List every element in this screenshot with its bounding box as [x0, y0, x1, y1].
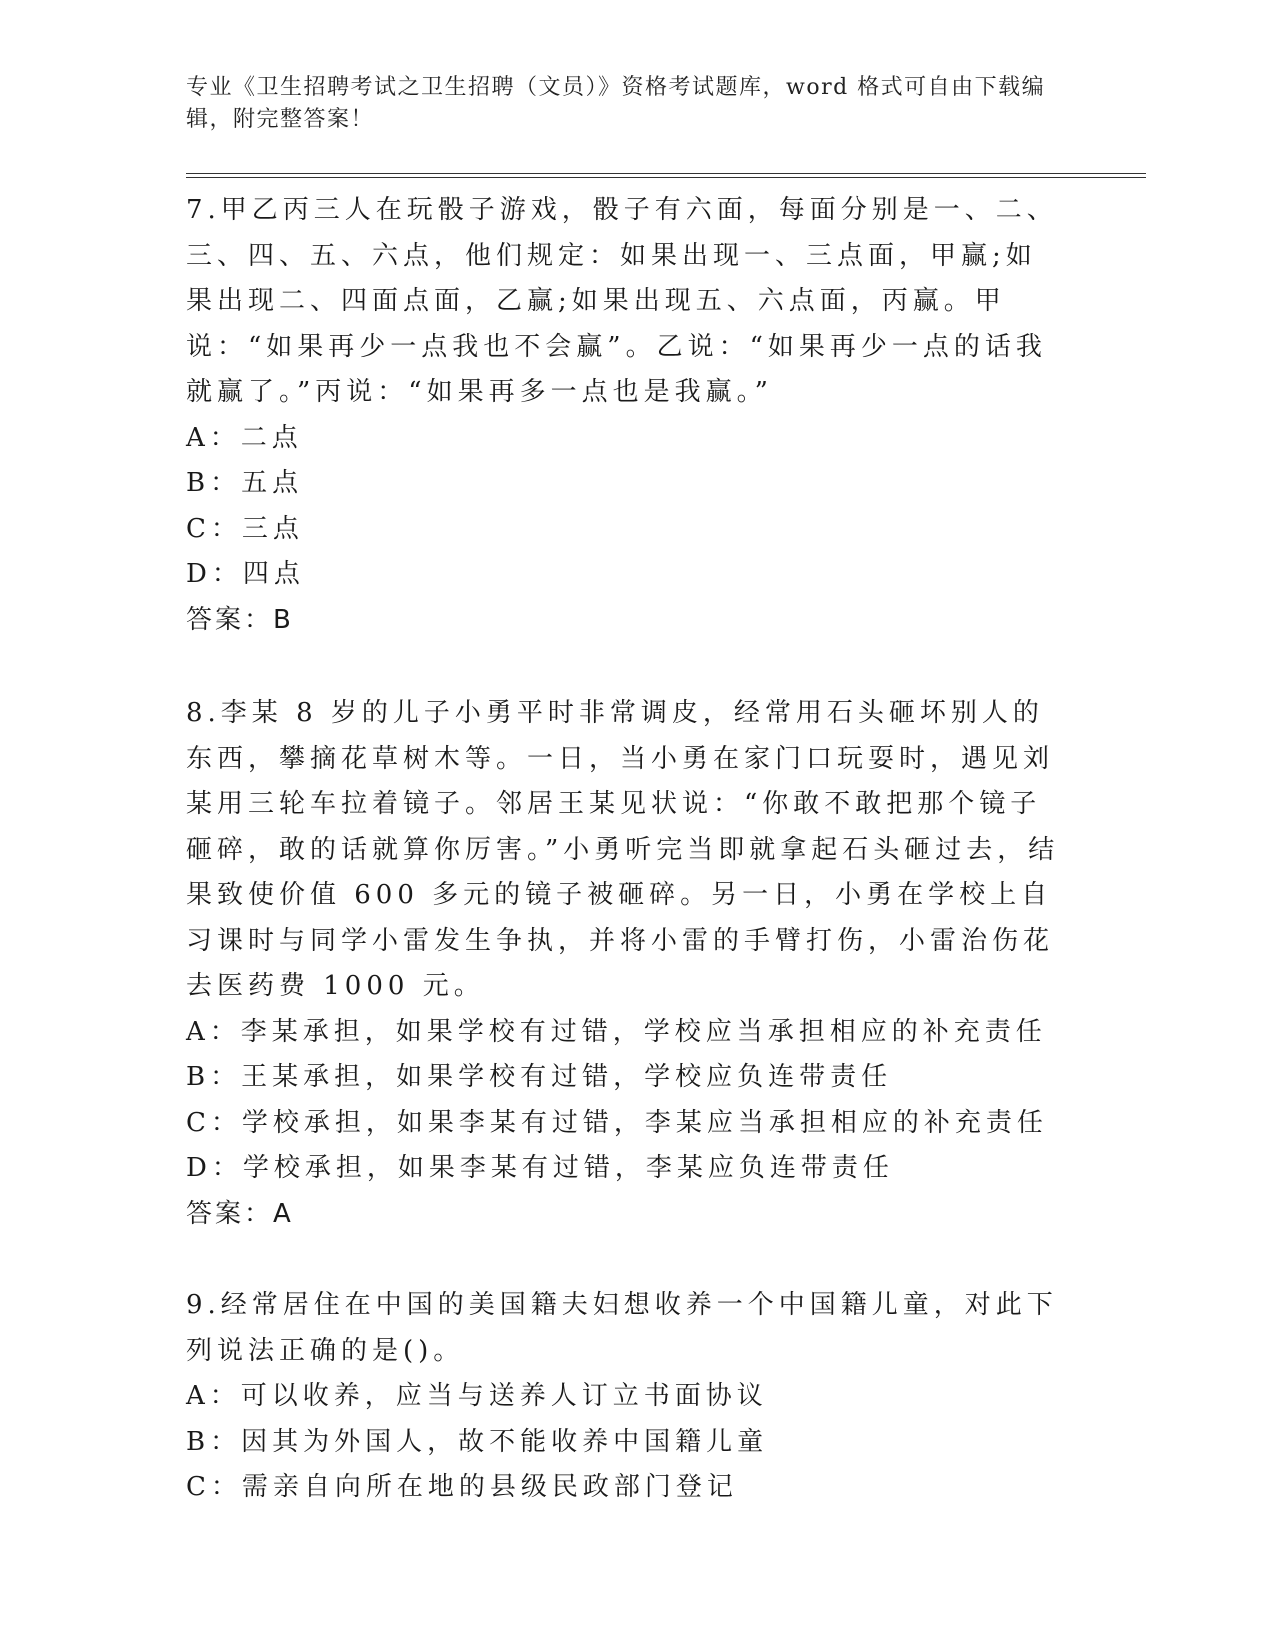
option-c: C：学校承担，如果李某有过错，李某应当承担相应的补充责任 [186, 1107, 1048, 1138]
option-b: B：王某承担，如果学校有过错，学校应负连带责任 [186, 1062, 893, 1092]
document-header: 专业《卫生招聘考试之卫生招聘（文员）》资格考试题库，word 格式可自由下载编辑，附完整答案！ [186, 75, 1046, 132]
option-a: A：可以收养，应当与送养人订立书面协议 [186, 1381, 768, 1411]
question-gap [186, 643, 1066, 691]
question-gap [186, 1237, 1066, 1283]
option-b: B：因其为外国人，故不能收养中国籍儿童 [186, 1426, 769, 1457]
option-d: D：学校承担，如果李某有过错，李某应负连带责任 [186, 1153, 894, 1183]
answer: 答案：B [186, 604, 294, 635]
question-7 [186, 188, 1066, 643]
option-c: C：三点 [186, 513, 304, 544]
option-a: A：李某承担，如果学校有过错，学校应当承担相应的补充责任 [186, 1016, 1047, 1047]
answer: 答案：A [186, 1198, 294, 1229]
question-text: 7.甲乙丙三人在玩骰子游戏，骰子有六面，每面分别是一、二、三、四、五、六点，他们规定：如果出现一、三点面，甲赢;如果出现二、四面点面，乙赢;如果出现五、六点面，丙赢。甲说：“如果再少一点我也不会赢”。乙说：“如果再少一点的话我就赢了。”丙说：“如果再多一点也是我赢。” [186, 195, 1058, 407]
option-b: B：五点 [186, 468, 304, 498]
question-text: 8.李某 8 岁的儿子小勇平时非常调皮，经常用石头砸坏别人的东西，攀摘花草树木等。一日，当小勇在家门口玩耍时，遇见刘某用三轮车拉着镜子。邻居王某见状说：“你敢不敢把那个镜子砸碎，敢的话就算你厉害。”小勇听完当即就拿起石头砸过去，结果致使价值 600 多元的镜子被砸碎。另一日，小勇在学校上自习课时与同学小雷发生争执，并将小雷的手臂打伤，小雷治伤花去医药费 1000 元。 [186, 698, 1060, 1001]
header-rule-bottom [186, 177, 1146, 178]
option-c: C：需亲自向所在地的县级民政部门登记 [186, 1472, 738, 1502]
option-a: A：二点 [186, 422, 303, 453]
header-rule-top [186, 173, 1146, 174]
question-text: 9.经常居住在中国的美国籍夫妇想收养一个中国籍儿童，对此下列说法正确的是()。 [186, 1290, 1058, 1366]
question-8 [186, 691, 1066, 1237]
question-list [186, 188, 1066, 1511]
option-d: D：四点 [186, 559, 305, 589]
question-9 [186, 1283, 1066, 1511]
